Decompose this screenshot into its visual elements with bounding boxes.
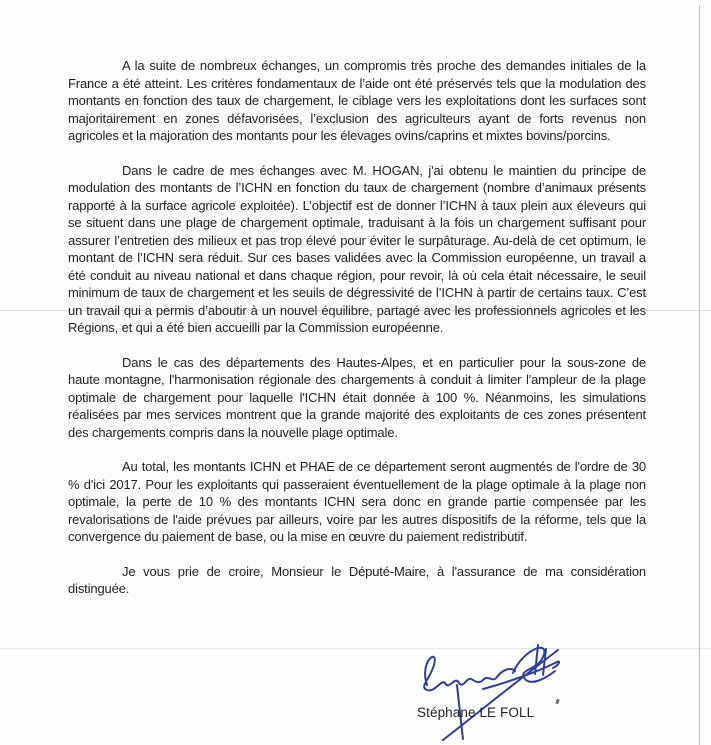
letter-body bbox=[68, 57, 646, 598]
signer-name: Stéphane LE FOLL bbox=[417, 705, 535, 720]
paragraph-echanges-hogan: Dans le cadre de mes échanges avec M. HOGAN, j'ai obtenu le maintien du principe de modulation des montants de l’ICHN en fonction du taux de chargement (nombre d’animaux présents rapporté à la surface agricole exploitée). L’objectif est de donner l’ICHN à taux plein aux éleveurs qui se situent dans une plage de chargement optimale, traduisant à la fois un chargement suffisant pour assurer l’entretien des milieux et pas trop élevé pour éviter le surpâturage. Au-delà de cet optimum, le montant de l’ICHN sera réduit. Sur ces bases validées avec la Commission européenne, un travail a été conduit au niveau national et dans chaque région, pour revoir, là où cela était nécessaire, le seuil minimum de taux de chargement et les seuils de dégressivité de l’ICHN à partir de certains taux. C’est un travail qui a permis d’aboutir à un nouvel équilibre, partagé avec les professionnels agricoles et les Régions, et qui a été bien accueilli par la Commission européenne. bbox=[68, 162, 646, 335]
paragraph-montants-ichn-phae: Au total, les montants ICHN et PHAE de ce département seront augmentés de l'ordre de 30 % d'ici 2017. Pour les exploitants qui passeraient éventuellement de la plage optimale à la plage non optimale, la perte de 10 % des montants ICHN sera donc en grande partie compensée par les revalorisations de l'aide prévues par ailleurs, voire par les autres dispositifs de la réforme, tels que la convergence du paiement de base, ou la mise en œuvre du paiement redistributif. bbox=[68, 459, 646, 544]
paragraph-formule-politesse: Je vous prie de croire, Monsieur le Député-Maire, à l'assurance de ma considération distinguée. bbox=[68, 563, 646, 596]
scanned-page-edge-line bbox=[699, 5, 700, 745]
paragraph-compromis: A la suite de nombreux échanges, un compromis très proche des demandes initiales de la France a été atteint. Les critères fondamentaux de l’aide ont été préservés tels que la modulation des montants en fonction des taux de chargement, le ciblage vers les exploitations dont les surfaces sont majoritairement en zones défavorisées, l’exclusion des agriculteurs ayant de forts revenus non agricoles et la majoration des montants pour les élevages ovins/caprins et mixtes bovins/porcins. bbox=[68, 58, 646, 143]
scanner-streak-artifact bbox=[0, 648, 711, 649]
signature-strokes bbox=[424, 645, 559, 740]
signature-block bbox=[405, 627, 585, 745]
paragraph-hautes-alpes: Dans le cas des départements des Hautes-Alpes, et en particulier pour la sous-zone de haute montagne, l'harmonisation régionale des chargements à conduit à limiter l'ampleur de la plage optimale de chargement pour laquelle l'ICHN était donnée à 100 %. Néanmoins, les simulations réalisées par mes services montrent que la grande majorité des exploitants de ces zones présentent des chargements compris dans la nouvelle plage optimale. bbox=[68, 354, 646, 440]
handwritten-signature bbox=[405, 627, 585, 745]
